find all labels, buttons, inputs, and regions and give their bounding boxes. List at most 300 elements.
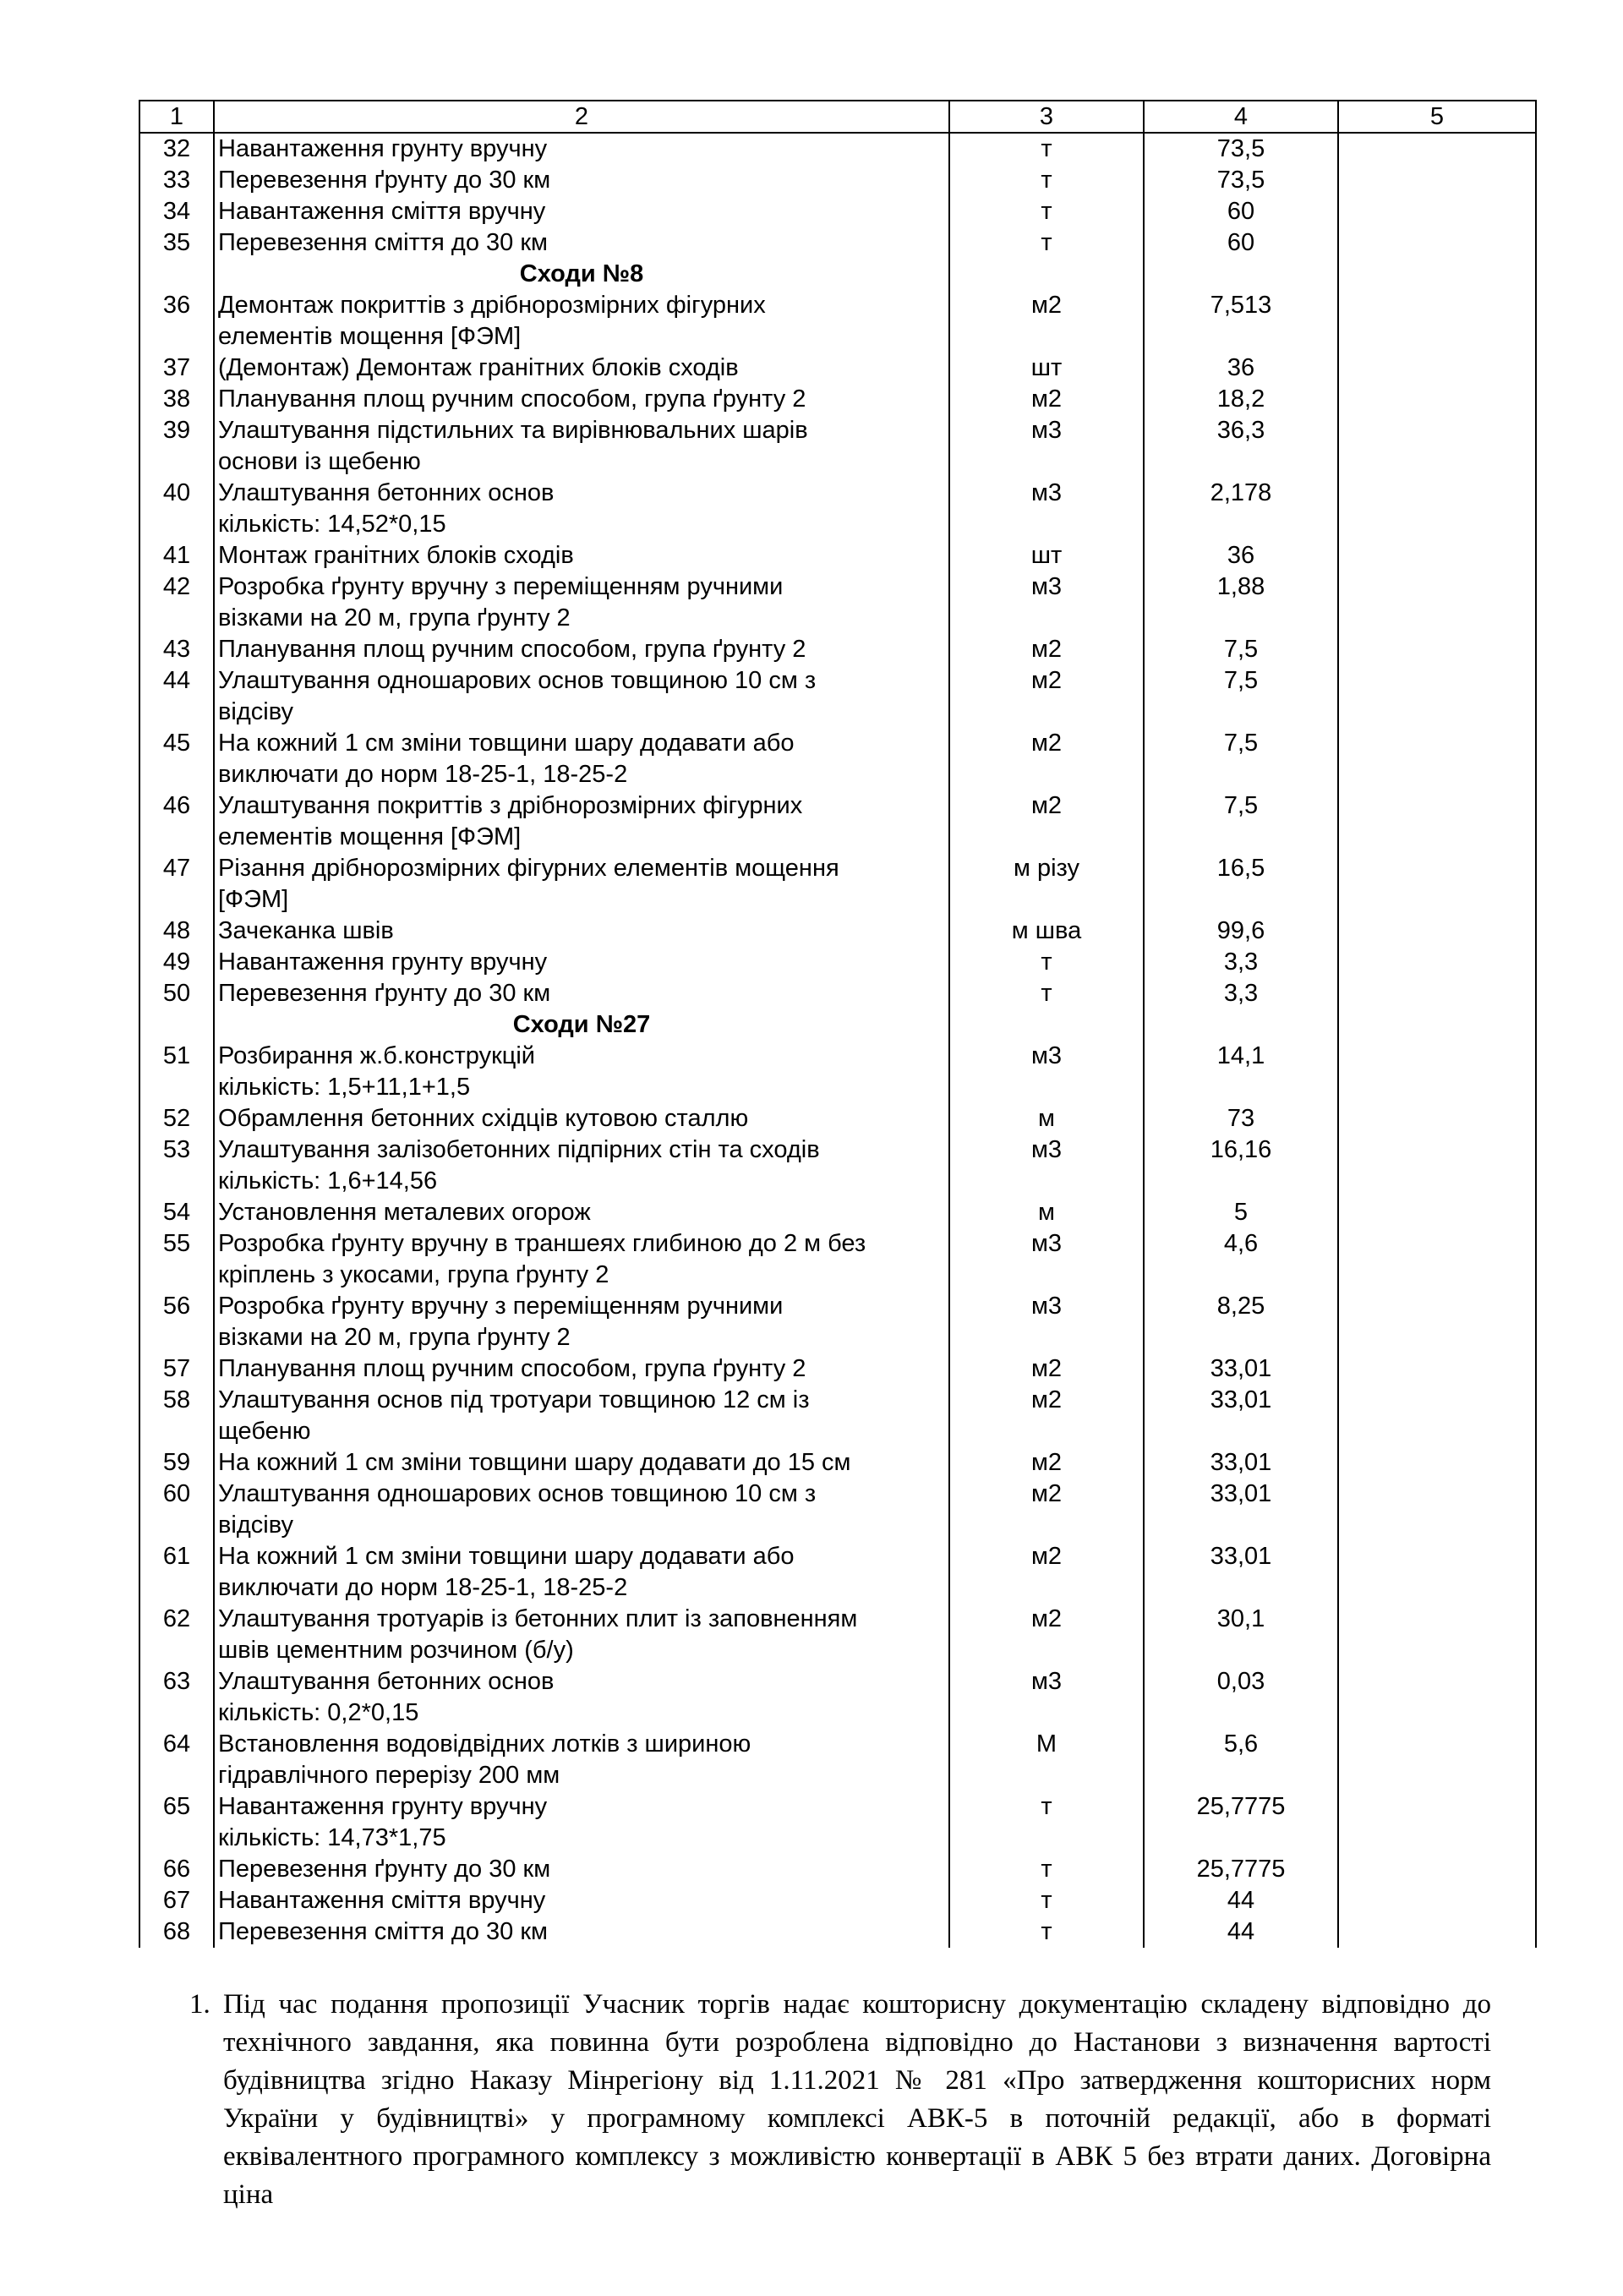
work-description-cell bbox=[214, 1604, 949, 1666]
description-line: Навантаження сміття вручну bbox=[218, 1887, 546, 1914]
description-line: Улаштування підстильних та вирівнювальних шарів bbox=[218, 417, 808, 444]
description-line: Улаштування покриттів з дрібнорозмірних фігурних bbox=[218, 792, 803, 819]
note-cell bbox=[1338, 665, 1536, 728]
row-number-cell: 60 bbox=[139, 1479, 214, 1541]
description-line: візками на 20 м, група ґрунту 2 bbox=[218, 604, 571, 631]
row-number-cell bbox=[139, 1009, 214, 1041]
section-title: Сходи №27 bbox=[214, 1009, 949, 1041]
quantity-cell: 30,1 bbox=[1144, 1604, 1338, 1666]
description-line: Улаштування одношарових основ товщиною 10 см з bbox=[218, 667, 817, 694]
work-description-cell bbox=[214, 1197, 949, 1228]
row-number-cell: 48 bbox=[139, 916, 214, 947]
note-cell bbox=[1338, 1541, 1536, 1604]
section-title: Сходи №8 bbox=[214, 259, 949, 290]
quantity-cell: 36 bbox=[1144, 540, 1338, 571]
work-description-cell bbox=[214, 634, 949, 665]
row-number-cell: 55 bbox=[139, 1228, 214, 1291]
work-description-cell bbox=[214, 415, 949, 478]
description-line: Розбирання ж.б.конструкцій bbox=[218, 1042, 536, 1069]
unit-cell: м2 bbox=[949, 665, 1144, 728]
note-cell bbox=[1338, 1353, 1536, 1385]
unit-cell: т bbox=[949, 165, 1144, 196]
row-number-cell: 54 bbox=[139, 1197, 214, 1228]
row-number-cell: 62 bbox=[139, 1604, 214, 1666]
table-row bbox=[139, 1885, 1536, 1916]
note-cell bbox=[1338, 1197, 1536, 1228]
quantity-cell: 8,25 bbox=[1144, 1291, 1338, 1353]
description-line: Розробка ґрунту вручну з переміщенням ручними bbox=[218, 573, 784, 600]
work-description-cell bbox=[214, 1041, 949, 1103]
description-line: Улаштування тротуарів із бетонних плит із заповненням bbox=[218, 1605, 858, 1632]
quantity-cell bbox=[1144, 259, 1338, 290]
quantity-cell: 73 bbox=[1144, 1103, 1338, 1134]
table-row bbox=[139, 1447, 1536, 1479]
work-description-cell bbox=[214, 1479, 949, 1541]
unit-cell: т bbox=[949, 1854, 1144, 1885]
row-number-cell: 61 bbox=[139, 1541, 214, 1604]
work-description-cell bbox=[214, 1854, 949, 1885]
work-description-cell bbox=[214, 1791, 949, 1854]
description-line: Перевезення сміття до 30 км bbox=[218, 229, 548, 256]
table-row bbox=[139, 665, 1536, 728]
quantity-cell: 7,5 bbox=[1144, 728, 1338, 790]
description-line: Демонтаж покриттів з дрібнорозмірних фігурних bbox=[218, 292, 766, 319]
note-cell bbox=[1338, 728, 1536, 790]
quantity-cell: 18,2 bbox=[1144, 384, 1338, 415]
quantity-cell: 36 bbox=[1144, 353, 1338, 384]
row-number-cell: 56 bbox=[139, 1291, 214, 1353]
row-number-cell: 59 bbox=[139, 1447, 214, 1479]
description-line: Улаштування бетонних основ bbox=[218, 1668, 555, 1695]
unit-cell: шт bbox=[949, 353, 1144, 384]
table-row bbox=[139, 1791, 1536, 1854]
note-cell bbox=[1338, 415, 1536, 478]
table-row bbox=[139, 790, 1536, 853]
note-cell bbox=[1338, 1791, 1536, 1854]
row-number-cell: 39 bbox=[139, 415, 214, 478]
work-description-cell bbox=[214, 1228, 949, 1291]
description-line: Навантаження грунту вручну bbox=[218, 948, 548, 976]
unit-cell: м3 bbox=[949, 1291, 1144, 1353]
description-line: щебеню bbox=[218, 1418, 311, 1445]
unit-cell: м3 bbox=[949, 1134, 1144, 1197]
description-line: швів цементним розчином (б/у) bbox=[218, 1637, 574, 1664]
table-row bbox=[139, 353, 1536, 384]
note-cell bbox=[1338, 1885, 1536, 1916]
unit-cell: м3 bbox=[949, 478, 1144, 540]
row-number-cell: 46 bbox=[139, 790, 214, 853]
quantity-cell: 33,01 bbox=[1144, 1541, 1338, 1604]
table-row bbox=[139, 1385, 1536, 1447]
unit-cell: т bbox=[949, 978, 1144, 1009]
quantity-cell: 2,178 bbox=[1144, 478, 1338, 540]
note-cell bbox=[1338, 1447, 1536, 1479]
quantity-cell: 0,03 bbox=[1144, 1666, 1338, 1729]
description-line: Розробка ґрунту вручну з переміщенням ручними bbox=[218, 1293, 784, 1320]
description-line: візками на 20 м, група ґрунту 2 bbox=[218, 1324, 571, 1351]
row-number-cell: 38 bbox=[139, 384, 214, 415]
table-row bbox=[139, 571, 1536, 634]
unit-cell: т bbox=[949, 133, 1144, 165]
estimate-table-body bbox=[139, 101, 1536, 1948]
description-line: (Демонтаж) Демонтаж гранітних блоків сходів bbox=[218, 354, 739, 381]
unit-cell: м2 bbox=[949, 290, 1144, 353]
work-description-cell bbox=[214, 1666, 949, 1729]
description-line: кількість: 0,2*0,15 bbox=[218, 1699, 419, 1726]
note-paragraph bbox=[189, 1986, 1491, 2214]
unit-cell: м2 bbox=[949, 1447, 1144, 1479]
unit-cell: м2 bbox=[949, 634, 1144, 665]
work-description-cell bbox=[214, 165, 949, 196]
quantity-cell: 14,1 bbox=[1144, 1041, 1338, 1103]
unit-cell: М bbox=[949, 1729, 1144, 1791]
note-cell bbox=[1338, 353, 1536, 384]
quantity-cell: 3,3 bbox=[1144, 947, 1338, 978]
unit-cell: м3 bbox=[949, 1666, 1144, 1729]
description-line: Улаштування залізобетонних підпірних стін та сходів bbox=[218, 1136, 820, 1163]
row-number-cell: 40 bbox=[139, 478, 214, 540]
note-cell bbox=[1338, 790, 1536, 853]
note-cell bbox=[1338, 1385, 1536, 1447]
row-number-cell: 34 bbox=[139, 196, 214, 227]
work-description-cell bbox=[214, 665, 949, 728]
unit-cell: м2 bbox=[949, 1541, 1144, 1604]
work-description-cell bbox=[214, 540, 949, 571]
description-line: кріплень з укосами, група ґрунту 2 bbox=[218, 1261, 609, 1288]
description-line: Перевезення ґрунту до 30 км bbox=[218, 1856, 551, 1883]
description-line: елементів мощення [ФЭМ] bbox=[218, 823, 522, 850]
table-row bbox=[139, 384, 1536, 415]
work-description-cell bbox=[214, 790, 949, 853]
work-description-cell bbox=[214, 478, 949, 540]
row-number-cell: 67 bbox=[139, 1885, 214, 1916]
row-number-cell: 63 bbox=[139, 1666, 214, 1729]
unit-cell: м2 bbox=[949, 1353, 1144, 1385]
row-number-cell: 64 bbox=[139, 1729, 214, 1791]
description-line: кількість: 1,6+14,56 bbox=[218, 1167, 438, 1194]
note-cell bbox=[1338, 1666, 1536, 1729]
row-number-cell: 57 bbox=[139, 1353, 214, 1385]
table-row bbox=[139, 1228, 1536, 1291]
unit-cell: т bbox=[949, 1885, 1144, 1916]
table-row bbox=[139, 916, 1536, 947]
description-line: Улаштування основ під тротуари товщиною 12 см із bbox=[218, 1386, 810, 1413]
row-number-cell: 49 bbox=[139, 947, 214, 978]
work-description-cell bbox=[214, 1729, 949, 1791]
work-description-cell bbox=[214, 1353, 949, 1385]
table-row bbox=[139, 1134, 1536, 1197]
row-number-cell: 37 bbox=[139, 353, 214, 384]
description-line: Планування площ ручним способом, група ґрунту 2 bbox=[218, 385, 806, 413]
description-line: кількість: 14,73*1,75 bbox=[218, 1824, 446, 1851]
note-number: 1. bbox=[189, 1989, 210, 2020]
row-number-cell: 68 bbox=[139, 1916, 214, 1948]
quantity-cell: 73,5 bbox=[1144, 165, 1338, 196]
note-cell bbox=[1338, 1228, 1536, 1291]
work-description-cell bbox=[214, 916, 949, 947]
note-cell bbox=[1338, 1134, 1536, 1197]
description-line: Розробка ґрунту вручну в траншеях глибиною до 2 м без bbox=[218, 1230, 866, 1257]
description-line: кількість: 14,52*0,15 bbox=[218, 511, 446, 538]
note-cell bbox=[1338, 853, 1536, 916]
description-line: кількість: 1,5+11,1+1,5 bbox=[218, 1074, 471, 1101]
unit-cell: м3 bbox=[949, 415, 1144, 478]
table-row bbox=[139, 1729, 1536, 1791]
unit-cell: м2 bbox=[949, 728, 1144, 790]
header-cell: 4 bbox=[1144, 101, 1338, 133]
description-line: елементів мощення [ФЭМ] bbox=[218, 323, 522, 350]
quantity-cell: 44 bbox=[1144, 1916, 1338, 1948]
table-row bbox=[139, 1479, 1536, 1541]
work-description-cell bbox=[214, 290, 949, 353]
row-number-cell: 32 bbox=[139, 133, 214, 165]
description-line: Перевезення сміття до 30 км bbox=[218, 1918, 548, 1945]
table-header-row bbox=[139, 101, 1536, 133]
table-row bbox=[139, 1666, 1536, 1729]
quantity-cell: 1,88 bbox=[1144, 571, 1338, 634]
note-cell bbox=[1338, 133, 1536, 165]
work-description-cell bbox=[214, 978, 949, 1009]
work-description-cell bbox=[214, 353, 949, 384]
table-row bbox=[139, 227, 1536, 259]
table-row bbox=[139, 415, 1536, 478]
note-cell bbox=[1338, 1103, 1536, 1134]
table-row bbox=[139, 1353, 1536, 1385]
row-number-cell: 66 bbox=[139, 1854, 214, 1885]
note-cell bbox=[1338, 1854, 1536, 1885]
header-cell: 3 bbox=[949, 101, 1144, 133]
unit-cell: м3 bbox=[949, 1228, 1144, 1291]
table-row bbox=[139, 196, 1536, 227]
row-number-cell: 44 bbox=[139, 665, 214, 728]
unit-cell: м3 bbox=[949, 1041, 1144, 1103]
description-line: На кожний 1 см зміни товщини шару додавати до 15 см bbox=[218, 1449, 851, 1476]
unit-cell: м2 bbox=[949, 1604, 1144, 1666]
quantity-cell bbox=[1144, 1009, 1338, 1041]
quantity-cell: 25,7775 bbox=[1144, 1854, 1338, 1885]
unit-cell: т bbox=[949, 227, 1144, 259]
quantity-cell: 16,5 bbox=[1144, 853, 1338, 916]
quantity-cell: 3,3 bbox=[1144, 978, 1338, 1009]
note-cell bbox=[1338, 1729, 1536, 1791]
description-line: Установлення металевих огорож bbox=[218, 1199, 591, 1226]
note-cell bbox=[1338, 384, 1536, 415]
header-cell: 1 bbox=[139, 101, 214, 133]
note-cell bbox=[1338, 540, 1536, 571]
row-number-cell: 33 bbox=[139, 165, 214, 196]
description-line: виключати до норм 18-25-1, 18-25-2 bbox=[218, 761, 628, 788]
row-number-cell: 42 bbox=[139, 571, 214, 634]
unit-cell: м різу bbox=[949, 853, 1144, 916]
work-description-cell bbox=[214, 853, 949, 916]
table-row bbox=[139, 1541, 1536, 1604]
quantity-cell: 16,16 bbox=[1144, 1134, 1338, 1197]
work-description-cell bbox=[214, 947, 949, 978]
table-row bbox=[139, 1103, 1536, 1134]
description-line: Встановлення водовідвідних лотків з шириною bbox=[218, 1730, 751, 1758]
work-description-cell bbox=[214, 1134, 949, 1197]
unit-cell: м bbox=[949, 1197, 1144, 1228]
unit-cell: т bbox=[949, 196, 1144, 227]
description-line: основи із щебеню bbox=[218, 448, 421, 475]
quantity-cell: 7,5 bbox=[1144, 790, 1338, 853]
table-row bbox=[139, 1291, 1536, 1353]
note-cell bbox=[1338, 1479, 1536, 1541]
description-line: Різання дрібнорозмірних фігурних елементів мощення bbox=[218, 855, 839, 882]
row-number-cell: 52 bbox=[139, 1103, 214, 1134]
unit-cell: шт bbox=[949, 540, 1144, 571]
table-row bbox=[139, 1854, 1536, 1885]
note-cell bbox=[1338, 259, 1536, 290]
table-row bbox=[139, 1041, 1536, 1103]
row-number-cell: 50 bbox=[139, 978, 214, 1009]
row-number-cell: 43 bbox=[139, 634, 214, 665]
row-number-cell: 58 bbox=[139, 1385, 214, 1447]
work-description-cell bbox=[214, 133, 949, 165]
quantity-cell: 33,01 bbox=[1144, 1447, 1338, 1479]
unit-cell: т bbox=[949, 1916, 1144, 1948]
table-row bbox=[139, 947, 1536, 978]
section-row bbox=[139, 259, 1536, 290]
unit-cell: т bbox=[949, 947, 1144, 978]
quantity-cell: 60 bbox=[1144, 227, 1338, 259]
table-row bbox=[139, 853, 1536, 916]
description-line: На кожний 1 см зміни товщини шару додавати або bbox=[218, 1543, 795, 1570]
description-line: гідравлічного перерізу 200 мм bbox=[218, 1762, 560, 1789]
description-line: відсіву bbox=[218, 698, 293, 725]
quantity-cell: 4,6 bbox=[1144, 1228, 1338, 1291]
table-row bbox=[139, 290, 1536, 353]
row-number-cell: 47 bbox=[139, 853, 214, 916]
work-description-cell bbox=[214, 1541, 949, 1604]
note-cell bbox=[1338, 634, 1536, 665]
table-row bbox=[139, 478, 1536, 540]
note-cell bbox=[1338, 1916, 1536, 1948]
note-cell bbox=[1338, 290, 1536, 353]
unit-cell: т bbox=[949, 1791, 1144, 1854]
row-number-cell: 45 bbox=[139, 728, 214, 790]
row-number-cell: 65 bbox=[139, 1791, 214, 1854]
note-cell bbox=[1338, 196, 1536, 227]
note-cell bbox=[1338, 227, 1536, 259]
description-line: Обрамлення бетонних східців кутовою сталлю bbox=[218, 1105, 749, 1132]
quantity-cell: 5 bbox=[1144, 1197, 1338, 1228]
table-row bbox=[139, 728, 1536, 790]
note-cell bbox=[1338, 1009, 1536, 1041]
row-number-cell bbox=[139, 259, 214, 290]
quantity-cell: 36,3 bbox=[1144, 415, 1338, 478]
table-row bbox=[139, 634, 1536, 665]
description-line: Навантаження сміття вручну bbox=[218, 198, 546, 225]
quantity-cell: 73,5 bbox=[1144, 133, 1338, 165]
table-row bbox=[139, 133, 1536, 165]
quantity-cell: 99,6 bbox=[1144, 916, 1338, 947]
row-number-cell: 36 bbox=[139, 290, 214, 353]
unit-cell: м bbox=[949, 1103, 1144, 1134]
note-cell bbox=[1338, 1291, 1536, 1353]
note-cell bbox=[1338, 1604, 1536, 1666]
description-line: відсіву bbox=[218, 1512, 293, 1539]
quantity-cell: 7,5 bbox=[1144, 665, 1338, 728]
description-line: Улаштування бетонних основ bbox=[218, 479, 555, 506]
unit-cell: м3 bbox=[949, 571, 1144, 634]
work-description-cell bbox=[214, 227, 949, 259]
work-description-cell bbox=[214, 1447, 949, 1479]
description-line: Планування площ ручним способом, група ґрунту 2 bbox=[218, 636, 806, 663]
quantity-cell: 33,01 bbox=[1144, 1479, 1338, 1541]
note-cell bbox=[1338, 1041, 1536, 1103]
description-line: Улаштування одношарових основ товщиною 10 см з bbox=[218, 1480, 817, 1507]
estimate-table bbox=[139, 100, 1537, 1948]
description-line: Навантаження грунту вручну bbox=[218, 1793, 548, 1820]
work-description-cell bbox=[214, 571, 949, 634]
work-description-cell bbox=[214, 1885, 949, 1916]
note-text: Під час подання пропозиції Учасник торгів надає кошторисну документацію складену відповідно до технічного завдання, яка повинна бути розроблена відповідно до Настанови з визначення вартості будівництва згідно Наказу Мінрегіону від 1.11.2021 № 281 «Про затвердження кошторисних норм України у будівництві» у програмному комплексі АВК-5 в поточній редакції, або в форматі еквівалентного програмного комплексу з можливістю конвертації в АВК 5 без втрати даних. Договірна ціна bbox=[223, 1989, 1491, 2210]
description-line: Зачеканка швів bbox=[218, 917, 394, 944]
row-number-cell: 35 bbox=[139, 227, 214, 259]
note-cell bbox=[1338, 571, 1536, 634]
table-row bbox=[139, 1604, 1536, 1666]
quantity-cell: 7,5 bbox=[1144, 634, 1338, 665]
work-description-cell bbox=[214, 384, 949, 415]
quantity-cell: 60 bbox=[1144, 196, 1338, 227]
quantity-cell: 7,513 bbox=[1144, 290, 1338, 353]
row-number-cell: 41 bbox=[139, 540, 214, 571]
unit-cell: м2 bbox=[949, 384, 1144, 415]
note-cell bbox=[1338, 978, 1536, 1009]
section-row bbox=[139, 1009, 1536, 1041]
header-cell: 2 bbox=[214, 101, 949, 133]
quantity-cell: 33,01 bbox=[1144, 1385, 1338, 1447]
work-description-cell bbox=[214, 196, 949, 227]
table-row bbox=[139, 165, 1536, 196]
note-cell bbox=[1338, 165, 1536, 196]
description-line: Монтаж гранітних блоків сходів bbox=[218, 542, 574, 569]
table-row bbox=[139, 1197, 1536, 1228]
description-line: Навантаження грунту вручну bbox=[218, 135, 548, 162]
header-cell: 5 bbox=[1338, 101, 1536, 133]
note-cell bbox=[1338, 947, 1536, 978]
work-description-cell bbox=[214, 1916, 949, 1948]
description-line: Планування площ ручним способом, група ґрунту 2 bbox=[218, 1355, 806, 1382]
note-cell bbox=[1338, 478, 1536, 540]
description-line: [ФЭМ] bbox=[218, 886, 289, 913]
description-line: виключати до норм 18-25-1, 18-25-2 bbox=[218, 1574, 628, 1601]
row-number-cell: 53 bbox=[139, 1134, 214, 1197]
work-description-cell bbox=[214, 1103, 949, 1134]
quantity-cell: 5,6 bbox=[1144, 1729, 1338, 1791]
unit-cell bbox=[949, 1009, 1144, 1041]
quantity-cell: 25,7775 bbox=[1144, 1791, 1338, 1854]
work-description-cell bbox=[214, 728, 949, 790]
table-row bbox=[139, 978, 1536, 1009]
note-cell bbox=[1338, 916, 1536, 947]
table-row bbox=[139, 1916, 1536, 1948]
quantity-cell: 44 bbox=[1144, 1885, 1338, 1916]
unit-cell bbox=[949, 259, 1144, 290]
row-number-cell: 51 bbox=[139, 1041, 214, 1103]
unit-cell: м2 bbox=[949, 790, 1144, 853]
work-description-cell bbox=[214, 1385, 949, 1447]
quantity-cell: 33,01 bbox=[1144, 1353, 1338, 1385]
description-line: На кожний 1 см зміни товщини шару додавати або bbox=[218, 730, 795, 757]
unit-cell: м2 bbox=[949, 1479, 1144, 1541]
unit-cell: м шва bbox=[949, 916, 1144, 947]
table-row bbox=[139, 540, 1536, 571]
work-description-cell bbox=[214, 1291, 949, 1353]
description-line: Перевезення ґрунту до 30 км bbox=[218, 980, 551, 1007]
description-line: Перевезення ґрунту до 30 км bbox=[218, 167, 551, 194]
